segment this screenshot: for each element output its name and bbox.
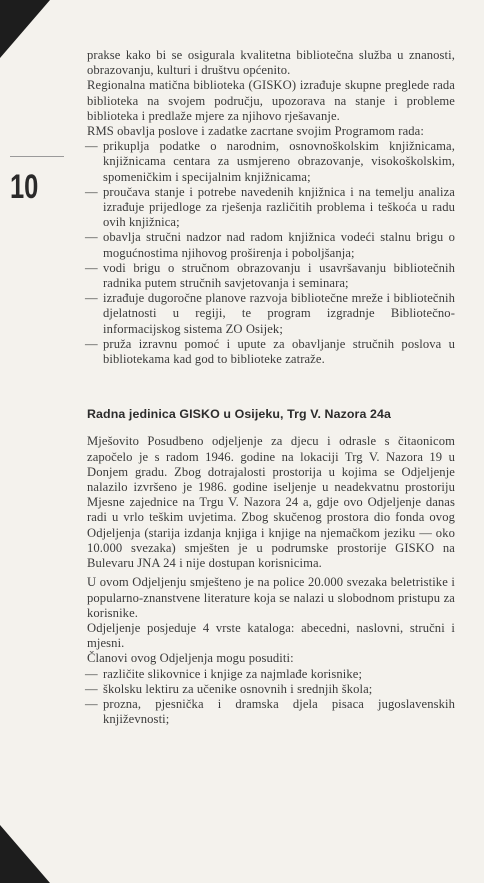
corner-triangle-bottom (0, 825, 50, 883)
page-number: 10 (10, 168, 39, 206)
list-item: — obavlja stručni nadzor nad radom knjižnica vodeći stalnu brigu o mogućnostima njihovog proširenja i poboljšanja; (87, 230, 455, 260)
intro-paragraph-3: RMS obavlja poslove i zadatke zacrtane svojim Programom rada: (87, 124, 424, 139)
corner-triangle-top (0, 0, 50, 58)
section-heading: Radna jedinica GISKO u Osijeku, Trg V. Nazora 24a (87, 407, 391, 422)
section-paragraph-3: Odjeljenje posjeduje 4 vrste kataloga: abecedni, naslovni, stručni i mjesni. (87, 620, 455, 651)
rms-task-list (87, 139, 455, 367)
list-item: — izrađuje dugoročne planove razvoja bibliotečne mreže i bibliotečnih djelatnosti u regiji, te program izgradnje Bibliotečno-informacijskog sistema ZO Osijek; (87, 291, 455, 337)
margin-rule (10, 156, 64, 157)
list-item: — pruža izravnu pomoć i upute za obavljanje stručnih poslova u bibliotekama kad god to biblioteke zatraže. (87, 337, 455, 367)
page-content (87, 48, 455, 727)
intro-paragraph-1: prakse kako bi se osigurala kvalitetna bibliotečna služba u znanosti, obrazovanju, kulturi i društvu općenito. (87, 48, 455, 78)
list-item: — vodi brigu o stručnom obrazovanju i usavršavanju bibliotečnih radnika putem stručnih savjetovanja i seminara; (87, 261, 455, 291)
list-item: — prozna, pjesnička i dramska djela pisaca jugoslavenskih književnosti; (87, 697, 455, 727)
list-item: — prikuplja podatke o narodnim, osnovnoškolskim knjižnicama, knjižnicama centara za usmjereno obrazovanje, visokoškolskim, spomeničkim i specijalnim knjižnicama; (87, 139, 455, 185)
section-paragraph-4: Članovi ovog Odjeljenja mogu posuditi: (87, 651, 294, 666)
intro-paragraph-2: Regionalna matična biblioteka (GISKO) izrađuje skupne preglede rada biblioteka na svojem području, upozorava na stanje i probleme biblioteka i predlaže mjere za njihovo rješavanje. (87, 78, 455, 123)
borrow-list (87, 667, 455, 728)
section-paragraph-2: U ovom Odjeljenju smješteno je na police 20.000 svezaka beletristike i popularno-znanstvene literature koja se nalazi u slobodnom pristupu za korisnike. (87, 575, 455, 620)
section-paragraph-1: Mješovito Posudbeno odjeljenje za djecu i odrasle s čitaonicom započelo je s radom 1946. godine na lokaciji Trg V. Nazora 19 u Donjem gradu. Zbog dotrajalosti prostorija u kojima se Odjeljenje nalazilo izvršeno je 1986. godine iseljenje u neadekvatnu prostoriju Mjesne zajednice na Trgu V. Nazora 24 a, gdje ovo Odjeljenje danas radi u vrlo teškim uvjetima. Zbog skučenog prostora dio fonda ovog Odjeljenja (starija izdanja knjiga i knjige na njemačkom jeziku — oko 10.000 svezaka) smješten je u podrumske prostorije GISKO na Bulevaru JNA 24 i nije dostupan korisnicima. (87, 434, 455, 571)
list-item: — školsku lektiru za učenike osnovnih i srednjih škola; (87, 682, 455, 697)
list-item: — proučava stanje i potrebe navedenih knjižnica i na temelju analiza izrađuje prijedloge za rješenja različitih problema i teškoća u radu ovih knjižnica; (87, 185, 455, 231)
list-item: — različite slikovnice i knjige za najmlađe korisnike; (87, 667, 455, 682)
